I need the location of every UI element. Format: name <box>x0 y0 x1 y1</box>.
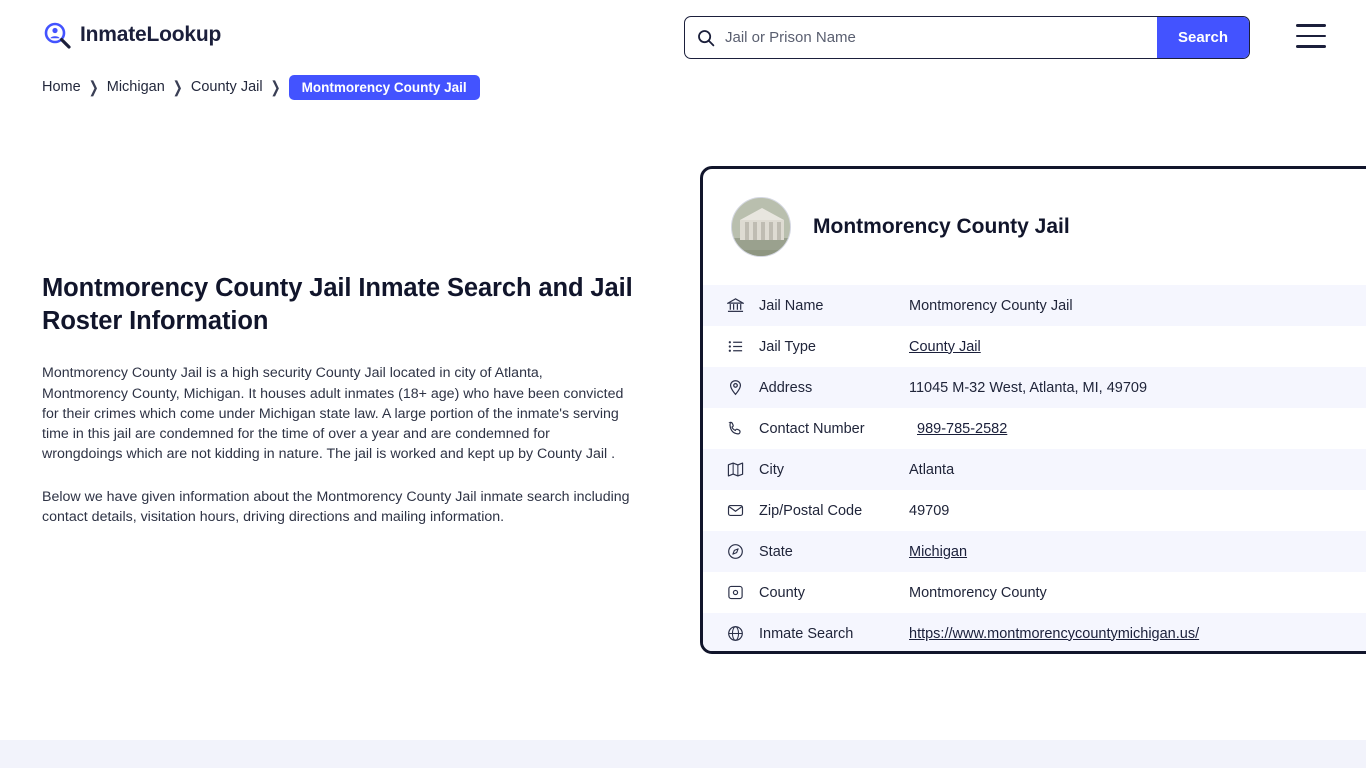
table-row <box>703 613 1366 654</box>
row-value <box>909 544 967 560</box>
row-value: Montmorency County Jail <box>909 297 1073 314</box>
row-label: Inmate Search <box>759 625 854 642</box>
contact-number-link[interactable]: 989-785-2582 <box>917 420 1008 437</box>
list-icon <box>725 337 745 357</box>
row-label: Contact Number <box>759 420 865 437</box>
breadcrumb-current: Montmorency County Jail <box>289 75 480 100</box>
article-paragraph-2: Below we have given information about the Montmorency County Jail inmate search including contact details, visitation hours, driving directions and mailing information. <box>42 488 630 526</box>
table-row <box>703 408 1366 449</box>
site-logo-text: InmateLookup <box>80 23 222 46</box>
compass-icon <box>725 542 745 562</box>
jail-info-card-header <box>703 169 1366 285</box>
breadcrumb-separator: ❯ <box>270 77 281 97</box>
search-button[interactable]: Search <box>1157 17 1249 58</box>
row-value <box>909 626 1199 642</box>
envelope-icon <box>725 501 745 521</box>
jail-type-link[interactable]: County Jail <box>909 338 981 355</box>
row-label: Zip/Postal Code <box>759 502 863 519</box>
phone-icon <box>725 419 745 439</box>
row-label: Address <box>759 379 813 396</box>
row-value: 49709 <box>909 502 950 519</box>
row-value <box>909 339 981 355</box>
inmate-search-link[interactable]: https://www.montmorencycountymichigan.us/ <box>909 625 1200 642</box>
footer-band <box>0 740 1366 768</box>
table-row <box>703 490 1366 531</box>
breadcrumb-separator: ❯ <box>88 77 99 97</box>
row-value <box>917 421 1007 437</box>
row-label: Jail Type <box>759 338 816 355</box>
search-bar[interactable] <box>684 16 1250 59</box>
article <box>42 272 642 527</box>
globe-icon <box>725 624 745 644</box>
bank-building-icon <box>725 296 745 316</box>
magnifier-person-icon <box>42 20 72 50</box>
table-row <box>703 367 1366 408</box>
breadcrumb-item-home[interactable]: Home <box>42 79 81 95</box>
page-title: Montmorency County Jail Inmate Search and Jail Roster Information <box>42 274 633 335</box>
hamburger-menu-icon[interactable] <box>1296 24 1328 48</box>
row-label: City <box>759 461 784 478</box>
breadcrumb-separator: ❯ <box>172 77 183 97</box>
table-row <box>703 449 1366 490</box>
site-header <box>0 0 1366 72</box>
article-paragraph-1: Montmorency County Jail is a high security County Jail located in city of Atlanta, Montmorency County, Michigan. It houses adult inmates (18+ age) who have been convicted for their crimes which come under Michigan state law. A large portion of the inmate's serving time in this jail are condemned for the time of over a year and are condemned for wrongdoings which are not kidding in nature. The jail is worked and kept up by County Jail . <box>42 365 624 463</box>
row-label: County <box>759 584 805 601</box>
breadcrumb-item-county-jail[interactable]: County Jail <box>190 79 263 95</box>
state-link[interactable]: Michigan <box>909 543 968 560</box>
row-label: Jail Name <box>759 297 824 314</box>
search-icon <box>697 29 715 47</box>
row-value: Montmorency County <box>909 584 1047 601</box>
site-logo[interactable] <box>42 20 221 50</box>
table-row <box>703 572 1366 613</box>
county-icon <box>725 583 745 603</box>
search-input[interactable] <box>723 17 1157 58</box>
table-row <box>703 531 1366 572</box>
table-row <box>703 285 1366 326</box>
row-value: Atlanta <box>909 461 955 478</box>
jail-info-rows <box>703 285 1366 654</box>
courthouse-photo <box>731 197 791 257</box>
row-value: 11045 M-32 West, Atlanta, MI, 49709 <box>909 379 1148 396</box>
jail-info-card-title: Montmorency County Jail <box>813 215 1070 238</box>
breadcrumb-item-michigan[interactable]: Michigan <box>106 79 165 95</box>
location-pin-icon <box>725 378 745 398</box>
breadcrumb <box>42 74 480 100</box>
jail-info-card <box>700 166 1366 654</box>
row-label: State <box>759 543 793 560</box>
map-icon <box>725 460 745 480</box>
table-row <box>703 326 1366 367</box>
